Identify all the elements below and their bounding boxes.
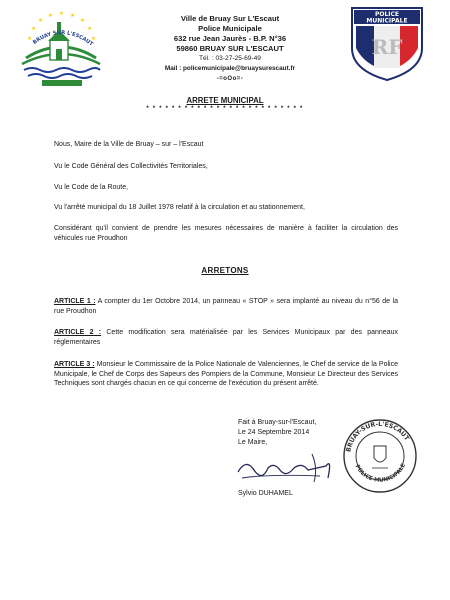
intro-mayor: Nous, Maire de la Ville de Bruay – sur – l'Escaut: [54, 141, 204, 148]
article-2-label: ARTICLE 2 :: [54, 329, 102, 336]
city-logo-icon: [16, 6, 106, 88]
service-line: Police Municipale: [198, 24, 262, 33]
article-1: [54, 297, 398, 316]
visa-arrete-1978: Vu l'arrêté municipal du 18 Juillet 1978 relatif à la circulation et au stationnement,: [54, 204, 305, 211]
badge-text: POLICE MUNICIPALE: [366, 11, 408, 25]
considerant: Considérant qu'il convient de prendre les mesures nécessaires de manière à faciliter la circulation des véhicules rue Proudhon: [54, 225, 398, 242]
stamp-text-bottom: POLICE MUNICIPALE: [353, 462, 408, 484]
visa-code-collectivites: Vu le Code Général des Collectivités Territoriales,: [54, 163, 208, 170]
svg-text:POLICE MUNICIPALE: [354, 463, 408, 484]
article-3: [54, 360, 398, 389]
header-ornament: -=oOo=-: [216, 76, 244, 82]
stamp-text-top: BRUAY-SUR-L'ESCAUT: [345, 420, 411, 453]
postal-line: 59860 BRUAY SUR L'ESCAUT: [176, 44, 284, 53]
official-stamp-icon: [340, 416, 420, 496]
article-1-label: ARTICLE 1 :: [54, 298, 96, 305]
article-3-label: ARTICLE 3 :: [54, 361, 95, 368]
arretons-heading: ARRETONS: [201, 266, 249, 275]
badge-monogram: RF: [371, 35, 403, 59]
police-badge-icon: [348, 4, 426, 82]
sign-role: Le Maire,: [238, 439, 268, 446]
article-2-text: Cette modification sera matérialisée par les Services Municipaux par des panneaux réglementaires: [54, 329, 398, 346]
city-line: Ville de Bruay Sur L'Escaut: [180, 14, 280, 23]
city-logo-text: BRUAY SUR L'ESCAUT: [32, 29, 94, 48]
mail-value: policemunicipale@bruaysurescaut.fr: [183, 65, 296, 72]
title-stars: * * * * * * * * * * * * * * * * * * * * * * * * *: [146, 106, 304, 112]
visa-code-route: Vu le Code de la Route,: [54, 184, 129, 191]
article-1-text: A compter du 1er Octobre 2014, un panneau « STOP » sera implanté au niveau du n°56 de la rue Proudhon: [54, 298, 398, 315]
sign-date: Le 24 Septembre 2014: [238, 429, 310, 436]
mayor-name: Sylvio DUHAMEL: [238, 490, 293, 497]
mail-label: Mail :: [164, 65, 182, 72]
tel-line: Tél. : 03-27-25-69-49: [199, 55, 261, 62]
handwritten-signature-icon: [228, 448, 338, 488]
article-3-text: Monsieur le Commissaire de la Police Nationale de Valenciennes, le Chef de service de la Police Municipale, le Chef de Corps des Sapeurs des Pompiers de la Commune, Monsieur Le Directeur des Services Techniques sont chargés chacun en ce qui concerne de l'exécution du présent arrêté.: [54, 361, 398, 388]
mail-line: [118, 64, 342, 74]
article-2: [54, 328, 398, 347]
address-line: 632 rue Jean Jaurès - B.P. N°36: [173, 34, 287, 43]
document-title: ARRETE MUNICIPAL: [186, 96, 264, 105]
letterhead: [118, 14, 342, 84]
sign-place: Fait à Bruay-sur-l'Escaut,: [238, 419, 317, 426]
